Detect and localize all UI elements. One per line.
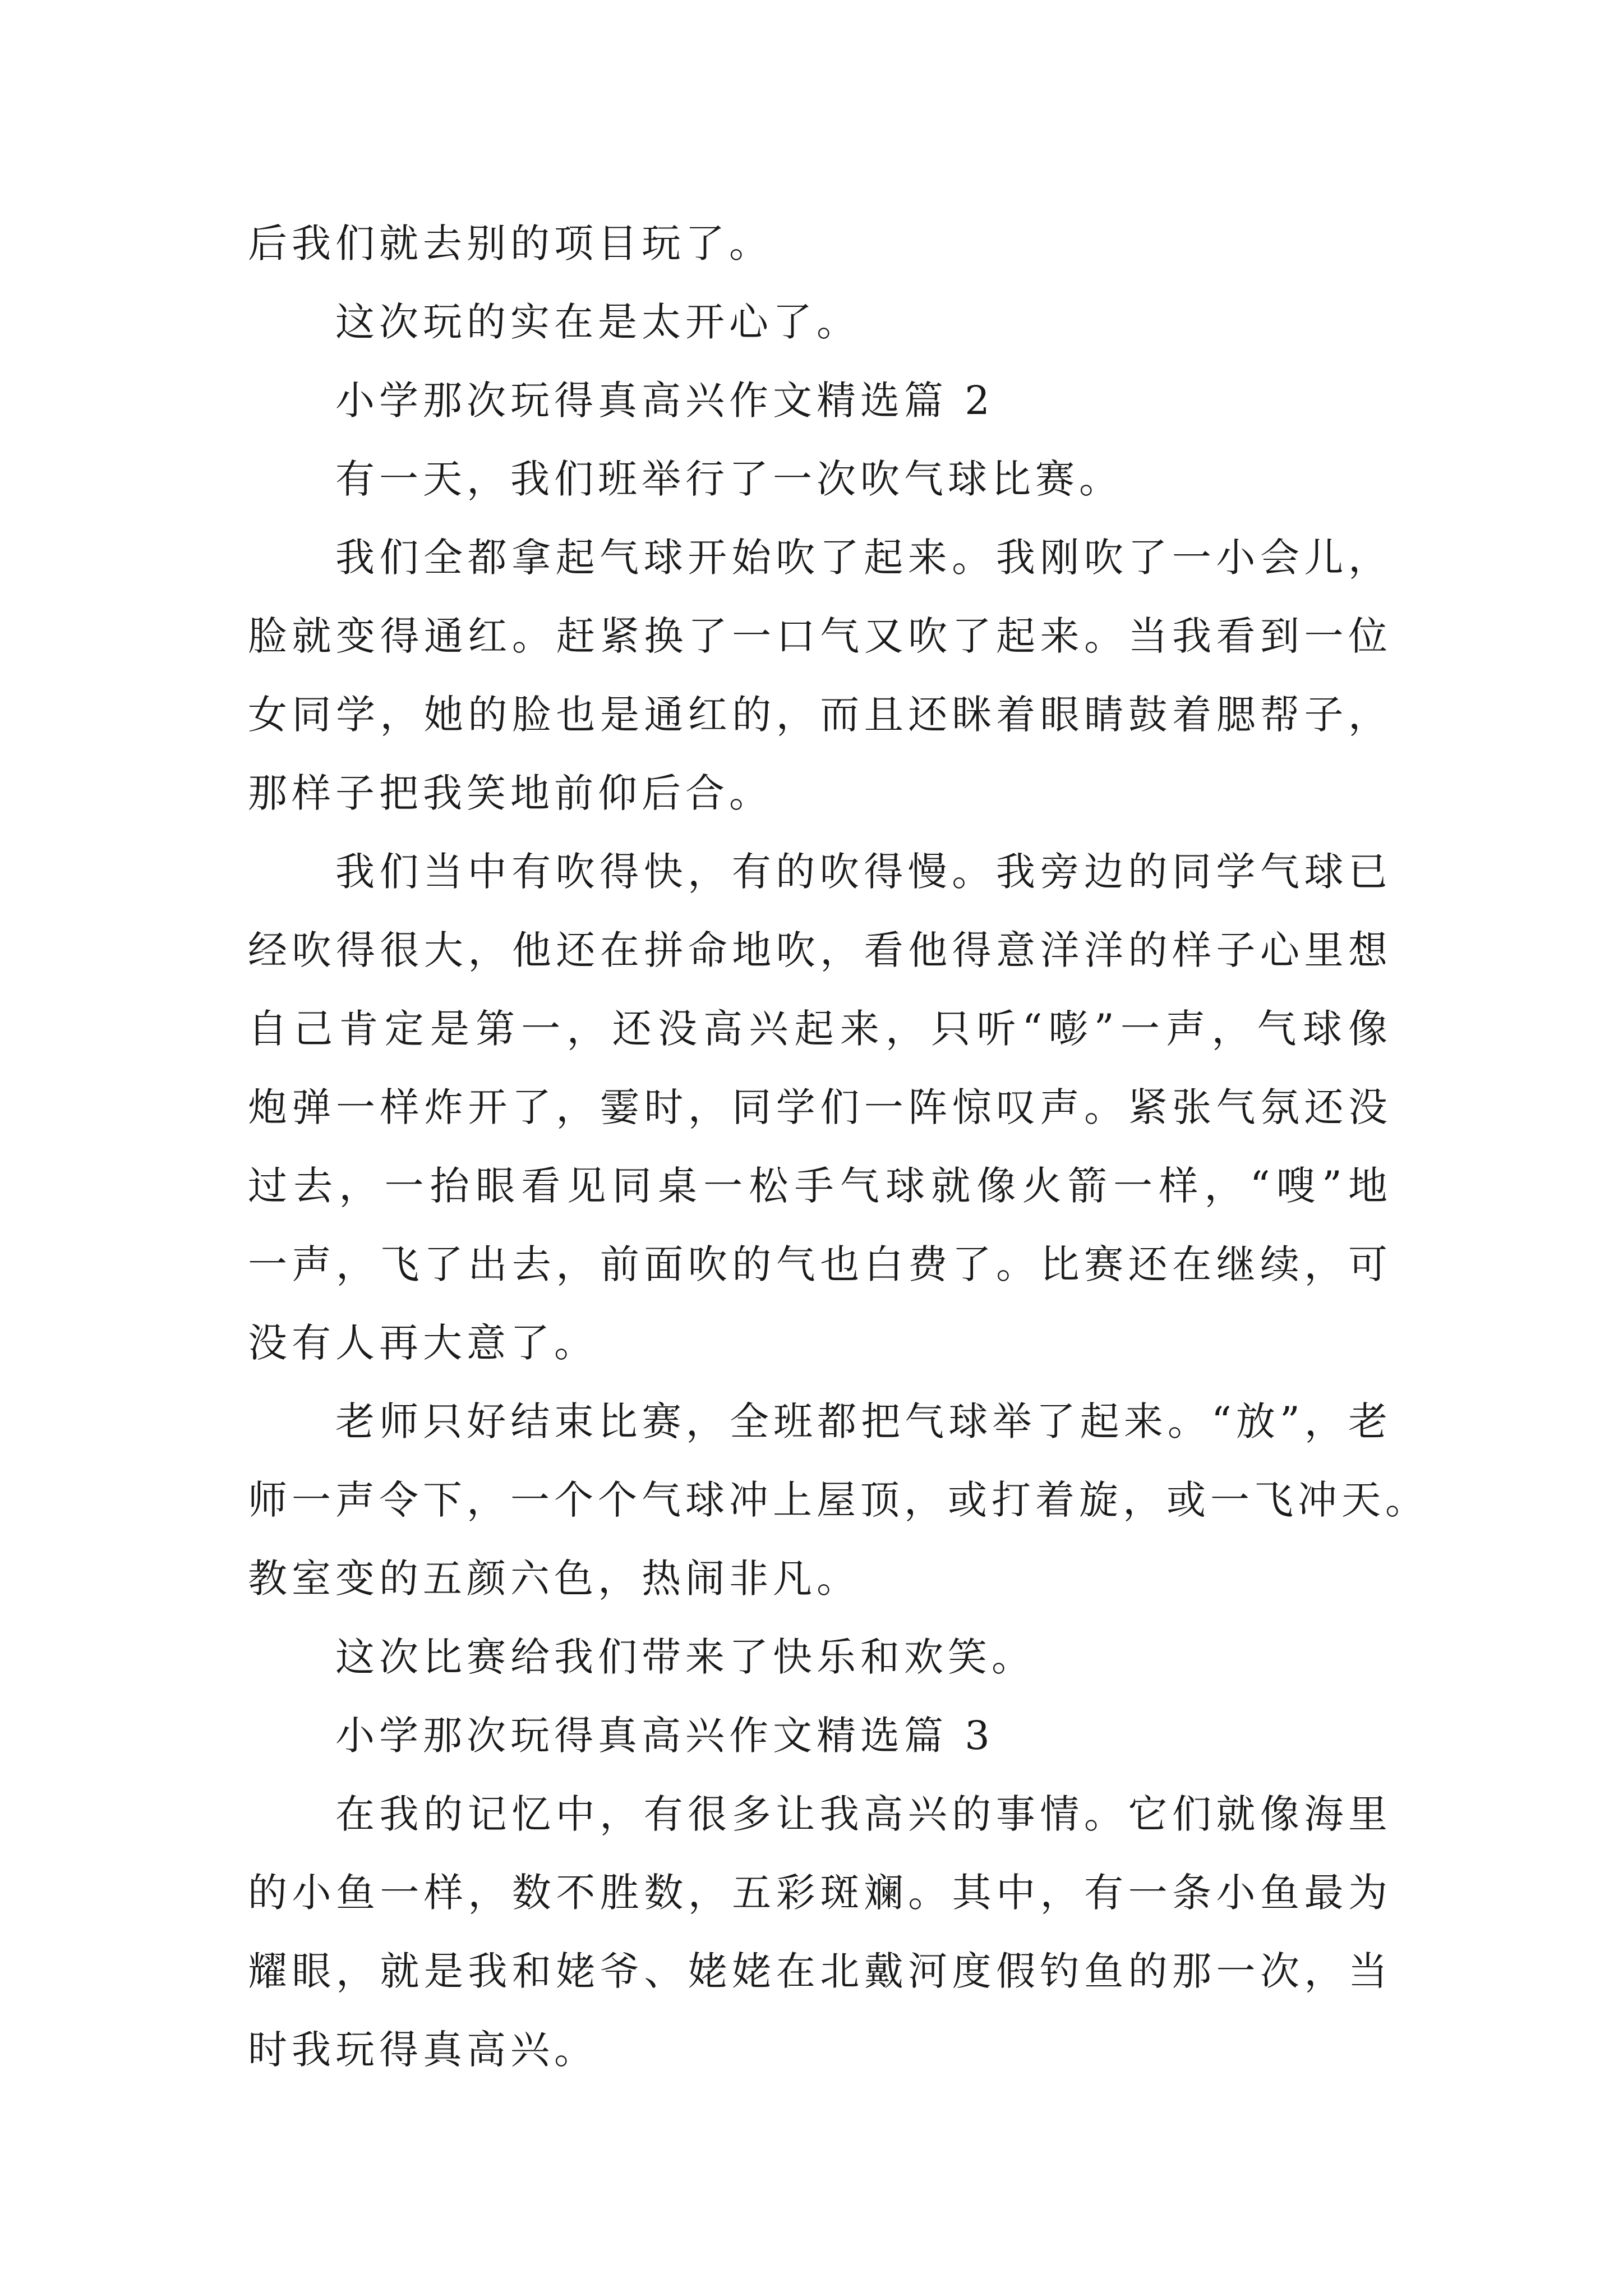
paragraph: [248, 832, 1392, 1382]
text-line: 经吹得很大，他还在拼命地吹，看他得意洋洋的样子心里想: [248, 927, 1392, 973]
text-line: 有一天，我们班举行了一次吹气球比赛。: [335, 456, 1123, 502]
text-line: 自己肯定是第一，还没高兴起来，只听“嘭”一声，气球像: [248, 1006, 1392, 1052]
text-line: 那样子把我笑地前仰后合。: [248, 770, 773, 816]
text-line: 的小鱼一样，数不胜数，五彩斑斓。其中，有一条小鱼最为: [248, 1870, 1392, 1916]
section-heading: [248, 361, 1392, 440]
paragraph: [248, 518, 1392, 832]
text-line: 脸就变得通红。赶紧换了一口气又吹了起来。当我看到一位: [248, 613, 1392, 659]
paragraph: [248, 1618, 1392, 1696]
paragraph: [248, 204, 1392, 283]
heading-text: 小学那次玩得真高兴作文精选篇 3: [335, 1713, 994, 1759]
text-line: 一声，飞了出去，前面吹的气也白费了。比赛还在继续，可: [248, 1241, 1392, 1287]
text-line: 后我们就去别的项目玩了。: [248, 220, 773, 266]
text-line: 这次比赛给我们带来了快乐和欢笑。: [335, 1634, 1035, 1680]
text-line: 没有人再大意了。: [248, 1320, 598, 1366]
text-line: 过去，一抬眼看见同桌一松手气球就像火箭一样，“嗖”地: [248, 1163, 1392, 1209]
paragraph: [248, 440, 1392, 518]
text-line: 这次玩的实在是太开心了。: [335, 299, 860, 345]
section-heading: [248, 1696, 1392, 1775]
heading-text: 小学那次玩得真高兴作文精选篇 2: [335, 378, 994, 424]
text-line: 炮弹一样炸开了，霎时，同学们一阵惊叹声。紧张气氛还没: [248, 1084, 1392, 1130]
text-line: 师一声令下，一个个气球冲上屋顶，或打着旋，或一飞冲天。: [248, 1477, 1429, 1523]
text-line: 老师只好结束比赛，全班都把气球举了起来。“放”，老: [335, 1398, 1392, 1444]
text-line: 我们当中有吹得快，有的吹得慢。我旁边的同学气球已: [335, 849, 1392, 895]
paragraph: [248, 283, 1392, 361]
text-line: 我们全都拿起气球开始吹了起来。我刚吹了一小会儿，: [335, 535, 1392, 581]
text-line: 女同学，她的脸也是通红的，而且还眯着眼睛鼓着腮帮子，: [248, 692, 1392, 738]
text-line: 时我玩得真高兴。: [248, 2027, 598, 2073]
document-body: [248, 204, 1429, 2089]
text-line: 在我的记忆中，有很多让我高兴的事情。它们就像海里: [335, 1791, 1392, 1837]
paragraph: [248, 1382, 1429, 1618]
paragraph: [248, 1775, 1392, 2089]
text-line: 教室变的五颜六色，热闹非凡。: [248, 1556, 860, 1602]
text-line: 耀眼，就是我和姥爷、姥姥在北戴河度假钓鱼的那一次，当: [248, 1948, 1392, 1994]
